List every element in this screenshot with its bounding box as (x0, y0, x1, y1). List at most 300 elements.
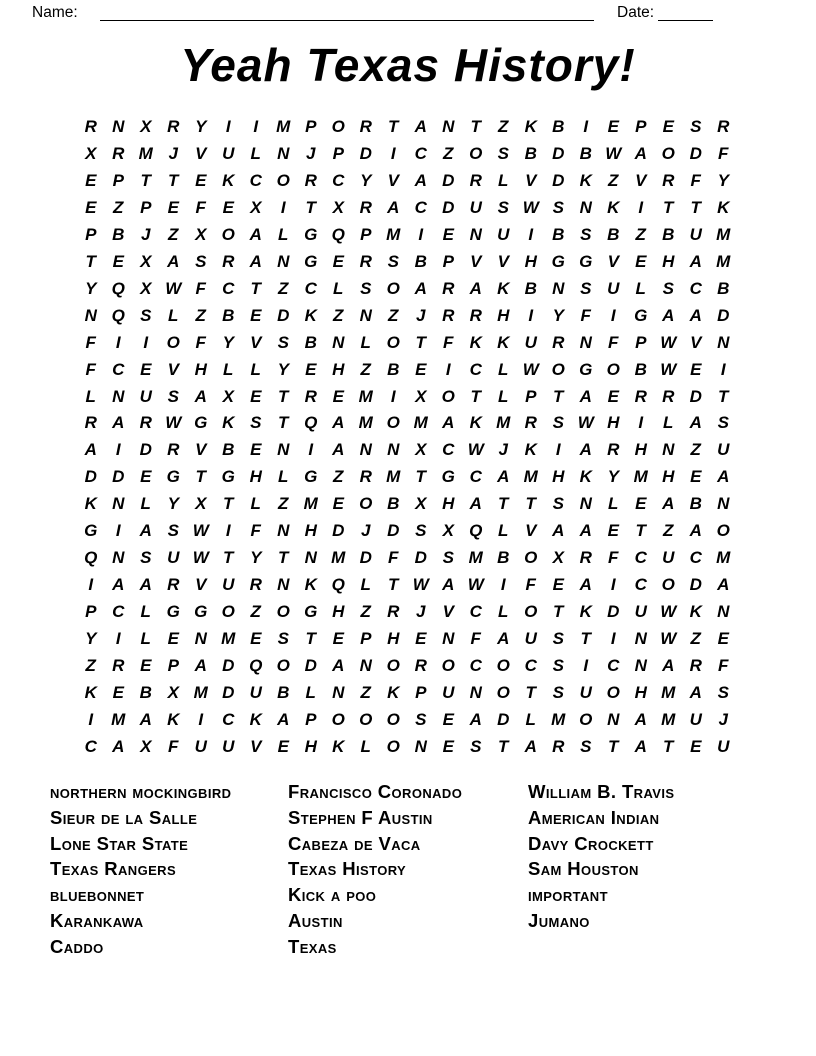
grid-cell: T (470, 386, 481, 406)
grid-cell: I (88, 709, 94, 729)
grid-cell: X (442, 521, 454, 541)
grid-cell: F (85, 359, 96, 379)
grid-cell: A (112, 413, 125, 433)
grid-cell: I (198, 709, 204, 729)
grid-cell: G (304, 602, 318, 622)
grid-cell: H (194, 359, 207, 379)
word-list-item: Karankawa (50, 909, 144, 931)
grid-cell: H (442, 494, 455, 514)
grid-cell: O (579, 709, 593, 729)
grid-cell: A (84, 440, 97, 460)
grid-cell: B (497, 548, 510, 568)
grid-cell: W (192, 521, 209, 541)
grid-cell: A (497, 629, 510, 649)
word-list-item: American Indian (528, 806, 660, 828)
grid-cell: B (524, 143, 537, 163)
grid-cell: Z (360, 683, 371, 703)
grid-cell: M (551, 709, 566, 729)
grid-cell: D (497, 709, 510, 729)
grid-cell: E (112, 251, 124, 271)
grid-cell: N (717, 494, 730, 514)
grid-cell: P (415, 683, 427, 703)
grid-cell: L (223, 359, 234, 379)
grid-cell: A (469, 709, 482, 729)
grid-cell: D (689, 575, 702, 595)
grid-cell: S (497, 143, 509, 163)
grid-cell: K (689, 602, 702, 622)
grid-cell: Z (360, 602, 371, 622)
grid-cell: F (388, 548, 399, 568)
grid-cell: A (689, 305, 702, 325)
grid-cell: S (277, 629, 289, 649)
grid-cell: N (277, 251, 290, 271)
grid-cell: Y (167, 494, 179, 514)
grid-cell: S (470, 736, 482, 756)
grid-cell: C (469, 359, 482, 379)
grid-cell: V (690, 332, 702, 352)
grid-cell: N (359, 656, 372, 676)
grid-cell: J (718, 709, 728, 729)
grid-cell: E (415, 359, 427, 379)
grid-cell: R (84, 117, 97, 136)
grid-cell: C (112, 602, 125, 622)
grid-cell: A (414, 278, 427, 298)
grid-cell: I (390, 143, 396, 163)
grid-cell: C (112, 359, 125, 379)
grid-cell: A (662, 305, 675, 325)
grid-cell: E (690, 467, 702, 487)
grid-cell: D (139, 440, 152, 460)
grid-cell: Q (249, 656, 263, 676)
grid-cell: U (579, 683, 592, 703)
grid-cell: O (166, 332, 180, 352)
grid-cell: S (442, 548, 454, 568)
grid-cell: V (250, 736, 262, 756)
grid-cell: O (496, 683, 510, 703)
grid-cell: U (524, 332, 537, 352)
word-list-item: Austin (288, 909, 343, 931)
word-list-item: Davy Crockett (528, 832, 654, 854)
grid-cell: R (442, 278, 455, 298)
grid-cell: T (278, 413, 289, 433)
grid-cell: K (579, 467, 592, 487)
grid-cell: A (442, 575, 455, 595)
grid-cell: J (141, 224, 151, 244)
grid-cell: L (498, 386, 509, 406)
grid-cell: O (661, 143, 675, 163)
grid-cell: F (580, 305, 591, 325)
grid-cell: E (140, 467, 152, 487)
grid-cell: W (660, 359, 677, 379)
grid-cell: N (277, 521, 290, 541)
grid-cell: D (359, 548, 372, 568)
grid-cell: R (387, 602, 400, 622)
grid-cell: S (360, 278, 372, 298)
grid-cell: U (442, 683, 455, 703)
grid-cell: A (717, 467, 730, 487)
grid-cell: W (165, 413, 182, 433)
grid-cell: A (332, 656, 345, 676)
grid-cell: A (332, 440, 345, 460)
grid-cell: A (579, 386, 592, 406)
grid-cell: Q (111, 278, 125, 298)
grid-cell: E (717, 629, 729, 649)
grid-cell: O (496, 656, 510, 676)
grid-cell: E (167, 197, 179, 217)
grid-cell: C (249, 170, 262, 190)
grid-cell: O (276, 656, 290, 676)
grid-cell: X (167, 683, 179, 703)
grid-cell: A (689, 683, 702, 703)
grid-cell: T (580, 629, 591, 649)
grid-cell: R (167, 440, 180, 460)
grid-cell: D (332, 521, 345, 541)
grid-cell: L (498, 521, 509, 541)
grid-cell: Z (388, 305, 399, 325)
grid-cell: U (662, 548, 675, 568)
grid-cell: N (359, 440, 372, 460)
grid-cell: Z (690, 440, 701, 460)
grid-cell: R (662, 386, 675, 406)
grid-cell: U (139, 386, 152, 406)
grid-cell: A (689, 521, 702, 541)
grid-cell: J (416, 305, 426, 325)
grid-cell: N (442, 117, 455, 136)
grid-cell: R (579, 548, 592, 568)
grid-cell: W (605, 143, 622, 163)
grid-cell: Z (360, 359, 371, 379)
name-blank-line (100, 20, 594, 21)
grid-cell: V (635, 170, 647, 190)
grid-cell: Z (168, 224, 179, 244)
grid-cell: E (140, 359, 152, 379)
grid-cell: B (112, 224, 125, 244)
grid-cell: L (278, 224, 289, 244)
grid-cell: O (524, 602, 538, 622)
grid-cell: N (112, 386, 125, 406)
grid-cell: L (608, 494, 619, 514)
grid-cell: E (607, 521, 619, 541)
grid-cell: D (442, 170, 455, 190)
grid-cell: Z (690, 629, 701, 649)
grid-cell: R (414, 656, 427, 676)
word-list-item: bluebonnet (50, 884, 145, 906)
grid-cell: L (278, 467, 289, 487)
grid-cell: M (138, 143, 153, 163)
grid-cell: P (525, 386, 537, 406)
grid-cell: G (579, 251, 593, 271)
grid-cell: N (359, 305, 372, 325)
grid-cell: I (308, 440, 314, 460)
grid-cell: U (524, 629, 537, 649)
grid-cell: F (690, 170, 701, 190)
grid-cell: X (140, 117, 152, 136)
grid-cell: O (469, 143, 483, 163)
grid-cell: T (278, 386, 289, 406)
grid-cell: W (165, 278, 182, 298)
grid-cell: L (250, 143, 261, 163)
grid-cell: G (579, 359, 593, 379)
grid-cell: E (305, 359, 317, 379)
grid-cell: V (195, 143, 207, 163)
grid-cell: A (634, 143, 647, 163)
grid-cell: P (167, 656, 179, 676)
grid-cell: O (441, 656, 455, 676)
grid-cell: A (139, 521, 152, 541)
grid-cell: T (663, 736, 674, 756)
grid-cell: Z (443, 143, 454, 163)
grid-cell: W (577, 413, 594, 433)
grid-cell: C (607, 656, 620, 676)
grid-cell: M (633, 467, 648, 487)
grid-cell: C (84, 736, 97, 756)
grid-cell: H (497, 305, 510, 325)
grid-cell: M (661, 683, 676, 703)
grid-cell: R (552, 736, 565, 756)
grid-cell: M (716, 251, 731, 271)
grid-cell: O (524, 548, 538, 568)
grid-cell: E (85, 197, 97, 217)
word-list-item: Kick a poo (288, 884, 377, 906)
grid-cell: U (717, 440, 730, 460)
grid-cell: S (717, 413, 729, 433)
grid-cell: Q (84, 548, 98, 568)
grid-cell: V (387, 170, 399, 190)
grid-cell: M (358, 386, 373, 406)
grid-cell: Z (195, 305, 206, 325)
grid-cell: R (717, 117, 730, 136)
grid-cell: B (552, 224, 565, 244)
grid-cell: S (580, 224, 592, 244)
grid-cell: S (415, 521, 427, 541)
grid-cell: D (689, 386, 702, 406)
grid-cell: U (167, 548, 180, 568)
grid-cell: K (579, 602, 592, 622)
grid-cell: F (195, 278, 206, 298)
grid-cell: W (467, 575, 484, 595)
grid-cell: I (445, 359, 451, 379)
grid-cell: D (552, 170, 565, 190)
grid-cell: L (85, 386, 96, 406)
grid-cell: R (84, 413, 97, 433)
grid-cell: S (552, 197, 564, 217)
grid-cell: A (497, 467, 510, 487)
grid-cell: B (552, 117, 565, 136)
grid-cell: R (607, 440, 620, 460)
grid-cell: Z (250, 602, 261, 622)
grid-cell: T (223, 548, 234, 568)
grid-cell: P (360, 629, 372, 649)
grid-cell: F (443, 332, 454, 352)
grid-cell: N (469, 224, 482, 244)
grid-cell: F (250, 521, 261, 541)
grid-cell: Z (333, 467, 344, 487)
grid-cell: M (386, 224, 401, 244)
grid-cell: H (607, 413, 620, 433)
grid-cell: N (194, 629, 207, 649)
grid-cell: B (717, 278, 730, 298)
grid-cell: S (140, 305, 152, 325)
grid-cell: N (112, 117, 125, 136)
grid-cell: E (607, 386, 619, 406)
grid-cell: L (250, 494, 261, 514)
grid-cell: N (579, 494, 592, 514)
grid-cell: L (333, 278, 344, 298)
grid-cell: H (662, 467, 675, 487)
grid-cell: T (305, 629, 316, 649)
word-list-item: Stephen F Austin (288, 806, 433, 828)
grid-cell: C (414, 143, 427, 163)
grid-cell: T (525, 494, 536, 514)
grid-cell: O (606, 683, 620, 703)
grid-cell: X (415, 386, 427, 406)
grid-cell: F (168, 736, 179, 756)
grid-cell: E (607, 117, 619, 136)
grid-cell: D (84, 467, 97, 487)
grid-cell: G (634, 305, 648, 325)
grid-cell: T (663, 197, 674, 217)
grid-cell: B (662, 224, 675, 244)
grid-cell: U (607, 278, 620, 298)
grid-cell: A (552, 521, 565, 541)
grid-cell: F (608, 548, 619, 568)
grid-cell: U (689, 709, 702, 729)
grid-cell: I (610, 575, 616, 595)
grid-cell: B (689, 494, 702, 514)
grid-cell: O (386, 332, 400, 352)
word-list-item: Sam Houston (528, 858, 639, 880)
grid-cell: J (416, 602, 426, 622)
grid-cell: K (469, 332, 482, 352)
grid-cell: N (277, 440, 290, 460)
grid-cell: O (359, 494, 373, 514)
grid-cell: A (112, 736, 125, 756)
grid-cell: Z (663, 521, 674, 541)
grid-cell: A (662, 656, 675, 676)
grid-cell: S (195, 251, 207, 271)
grid-cell: M (193, 683, 208, 703)
word-list-item: Texas History (288, 858, 407, 880)
grid-cell: T (278, 548, 289, 568)
grid-cell: K (524, 440, 537, 460)
grid-cell: C (634, 575, 647, 595)
word-list-item: Texas (288, 935, 337, 957)
grid-cell: Q (304, 413, 318, 433)
grid-cell: N (579, 332, 592, 352)
grid-cell: P (85, 224, 97, 244)
grid-cell: S (250, 413, 262, 433)
grid-cell: H (332, 602, 345, 622)
grid-cell: N (112, 548, 125, 568)
grid-cell: L (250, 359, 261, 379)
grid-cell: X (332, 197, 344, 217)
grid-cell: C (689, 548, 702, 568)
grid-cell: N (112, 494, 125, 514)
grid-cell: X (195, 224, 207, 244)
grid-cell: T (250, 278, 261, 298)
grid-cell: P (635, 332, 647, 352)
grid-cell: Y (250, 548, 262, 568)
grid-cell: T (498, 736, 509, 756)
grid-cell: O (606, 359, 620, 379)
grid-cell: A (194, 656, 207, 676)
grid-cell: N (304, 548, 317, 568)
grid-cell: K (497, 332, 510, 352)
grid-cell: L (360, 736, 371, 756)
grid-cell: B (524, 278, 537, 298)
grid-cell: B (387, 359, 400, 379)
grid-cell: R (139, 413, 152, 433)
grid-cell: N (634, 629, 647, 649)
grid-cell: S (497, 197, 509, 217)
grid-cell: G (441, 467, 455, 487)
grid-cell: I (583, 656, 589, 676)
grid-cell: T (195, 467, 206, 487)
grid-cell: S (690, 117, 702, 136)
grid-cell: S (552, 494, 564, 514)
grid-cell: B (579, 143, 592, 163)
grid-cell: U (222, 575, 235, 595)
grid-cell: A (249, 251, 262, 271)
grid-cell: D (112, 467, 125, 487)
grid-cell: O (716, 521, 730, 541)
grid-cell: W (522, 197, 539, 217)
grid-cell: E (167, 629, 179, 649)
grid-cell: C (689, 278, 702, 298)
grid-cell: A (414, 117, 427, 136)
grid-cell: H (524, 251, 537, 271)
grid-cell: U (717, 736, 730, 756)
grid-cell: R (634, 386, 647, 406)
grid-cell: W (660, 602, 677, 622)
grid-cell: I (500, 575, 506, 595)
grid-cell: E (250, 440, 262, 460)
grid-cell: A (387, 197, 400, 217)
grid-cell: R (662, 170, 675, 190)
grid-cell: W (467, 440, 484, 460)
grid-cell: G (551, 251, 565, 271)
grid-cell: U (469, 197, 482, 217)
grid-cell: A (579, 521, 592, 541)
grid-cell: O (276, 602, 290, 622)
grid-cell: O (359, 709, 373, 729)
date-blank-line (658, 20, 713, 21)
grid-cell: W (660, 629, 677, 649)
grid-cell: A (332, 413, 345, 433)
grid-cell: L (360, 575, 371, 595)
grid-cell: A (579, 575, 592, 595)
grid-cell: H (332, 359, 345, 379)
grid-cell: D (387, 521, 400, 541)
grid-cell: I (390, 386, 396, 406)
grid-cell: M (716, 548, 731, 568)
grid-cell: L (498, 359, 509, 379)
grid-cell: B (607, 224, 620, 244)
grid-cell: F (85, 332, 96, 352)
grid-cell: T (498, 494, 509, 514)
grid-cell: S (415, 709, 427, 729)
grid-cell: Z (85, 656, 96, 676)
grid-cell: Z (278, 278, 289, 298)
grid-cell: J (168, 143, 178, 163)
grid-cell: G (304, 251, 318, 271)
grid-cell: I (638, 413, 644, 433)
grid-cell: X (415, 494, 427, 514)
grid-cell: K (304, 575, 317, 595)
grid-cell: I (528, 305, 534, 325)
grid-cell: B (634, 359, 647, 379)
grid-cell: N (442, 629, 455, 649)
